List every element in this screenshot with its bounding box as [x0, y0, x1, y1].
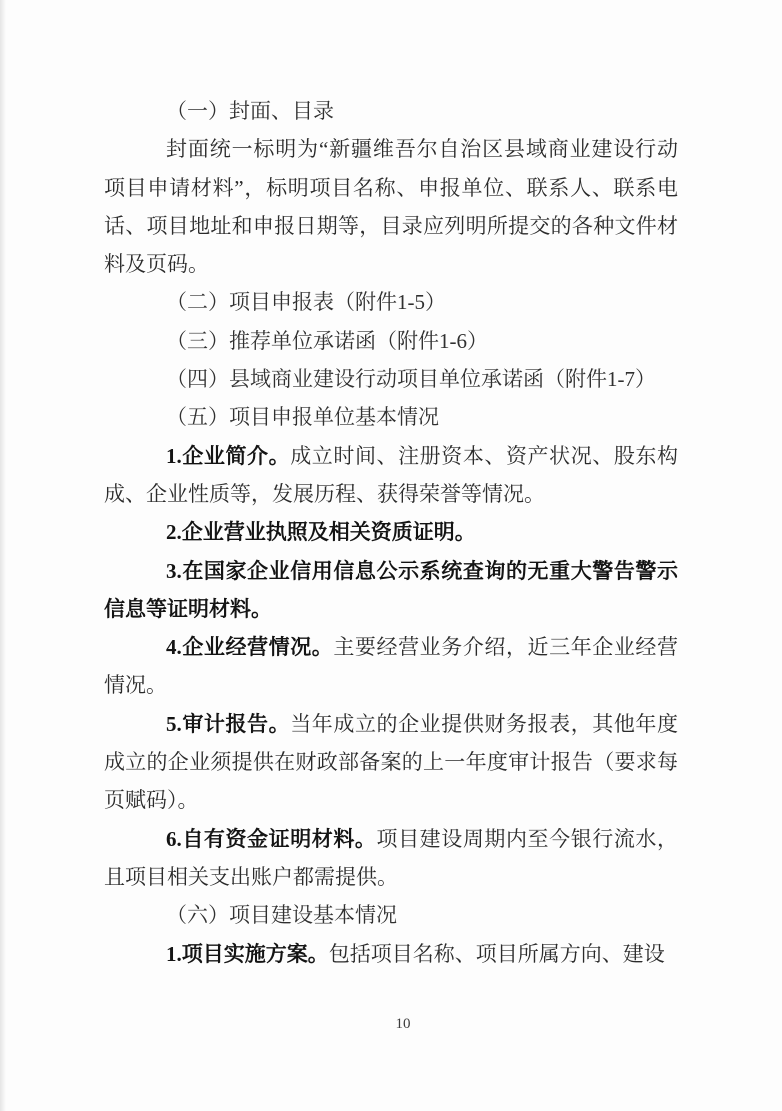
item-body: 当年成立的企业提供财务报表，其他年度成立的企业须提供在财政部备案的上一年度审计报告（要求每页赋码）。: [104, 711, 679, 813]
heading-text: （四）县域商业建设行动项目单位承诺函（附件1-7）: [166, 367, 656, 392]
heading-text: （一）封面、目录: [166, 99, 334, 123]
paragraph-item-6-own-funds: [104, 820, 678, 897]
item-label: 5.审计报告。: [166, 711, 291, 736]
item-body: 主要经营业务介绍，近三年企业经营情况。: [104, 635, 678, 698]
paragraph-item-1-implementation-plan: [104, 935, 678, 973]
item-label: 4.企业经营情况。: [166, 635, 334, 660]
item-label: 2.企业营业执照及相关资质证明。: [166, 520, 476, 545]
section-heading-4: [104, 360, 678, 398]
section-heading-2: [104, 283, 678, 321]
paragraph-item-5-audit-report: [104, 705, 678, 820]
body-text: 封面统一标明为“新疆维吾尔自治区县域商业建设行动项目申请材料”，标明项目名称、申报单位、联系人、联系电话、项目地址和申报日期等，目录应列明所提交的各种文件材料及页码。: [104, 137, 678, 277]
heading-text: （五）项目申报单位基本情况: [166, 405, 439, 430]
paragraph-cover-description: [104, 130, 678, 283]
item-body: 包括项目名称、项目所属方向、建设: [328, 941, 665, 966]
paragraph-item-1-company-profile: [104, 437, 678, 514]
section-heading-1: [104, 92, 678, 130]
heading-text: （六）项目建设基本情况: [166, 903, 397, 928]
section-heading-6: [104, 896, 678, 934]
item-label: 1.项目实施方案。: [166, 941, 329, 966]
paragraph-item-4-operations: [104, 628, 678, 705]
item-label: 6.自有资金证明材料。: [166, 826, 377, 851]
item-label: 1.企业简介。: [166, 443, 291, 468]
paragraph-item-2-business-license: [104, 513, 678, 551]
item-body: 成立时间、注册资本、资产状况、股东构成、企业性质等，发展历程、获得荣誉等情况。: [104, 443, 679, 506]
page-number: 10: [395, 1016, 411, 1032]
section-heading-5: [104, 398, 678, 436]
heading-text: （二）项目申报表（附件1-5）: [166, 290, 446, 315]
item-label: 3.在国家企业信用信息公示系统查询的无重大警告警示信息等证明材料。: [104, 558, 678, 621]
item-body: 项目建设周期内至今银行流水，且项目相关支出账户都需提供。: [104, 826, 679, 889]
section-heading-3: [104, 322, 678, 360]
paragraph-item-3-credit-info: [104, 552, 678, 629]
heading-text: （三）推荐单位承诺函（附件1-6）: [166, 328, 488, 353]
document-content: [104, 92, 678, 973]
